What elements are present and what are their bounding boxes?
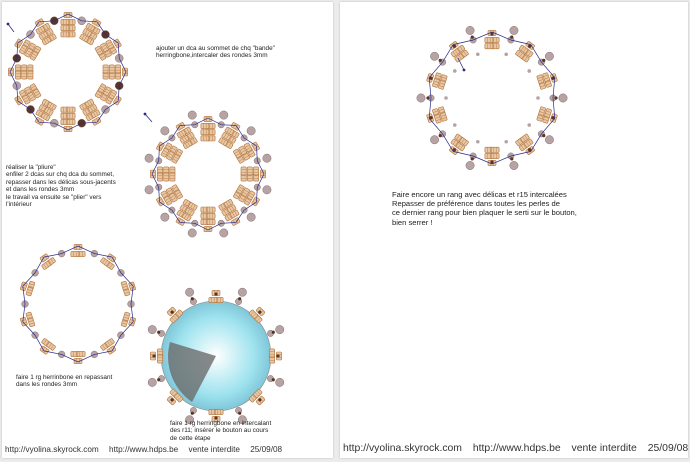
round-bead — [559, 94, 567, 102]
note-middle: réaliser la "pliure" enfiler 2 dcas sur chq dca du sommet, repasser dans les délicas sous-jacents et dans les rondes 3mm le travail va ensuite se "plier" vers l'intérieur — [6, 164, 116, 209]
r11-bead — [453, 148, 456, 151]
r11-bead — [214, 292, 217, 295]
delica-bead — [129, 317, 136, 326]
round-bead — [161, 127, 169, 135]
round-bead — [276, 325, 284, 333]
r11-bead — [157, 378, 160, 381]
delica-bead — [485, 44, 493, 49]
round-bead — [545, 136, 553, 144]
r11-bead — [152, 354, 155, 357]
delica-bead — [157, 173, 162, 181]
round-bead — [430, 136, 438, 144]
delica-bead — [67, 113, 75, 118]
delica-bead — [247, 167, 252, 175]
delica-bead — [121, 281, 128, 290]
r11-bead — [258, 398, 261, 401]
r11-bead — [191, 412, 194, 415]
r11-bead — [551, 77, 554, 80]
thread-path — [429, 32, 555, 164]
r11-bead — [439, 59, 442, 62]
r11-bead — [191, 297, 194, 300]
delica-bead — [485, 37, 493, 42]
diagram-step-5 — [417, 26, 567, 169]
r11-bead — [554, 96, 557, 99]
round-bead — [145, 154, 153, 162]
footer-notice: vente interdite — [188, 445, 240, 454]
delica-bead — [26, 287, 33, 296]
delica-bead — [491, 153, 499, 158]
r11-bead — [430, 77, 433, 80]
delica-bead — [15, 71, 20, 79]
round-bead — [466, 26, 474, 34]
r15-bead — [536, 96, 540, 100]
round-bead — [276, 378, 284, 386]
right-page — [340, 2, 688, 458]
arrow-head — [144, 113, 147, 116]
round-bead — [247, 127, 255, 135]
delica-bead — [150, 170, 155, 178]
r11-bead — [528, 45, 531, 48]
r11-bead — [426, 96, 429, 99]
r11-bead — [528, 148, 531, 151]
round-bead — [148, 325, 156, 333]
delica-bead — [123, 312, 130, 321]
delica-bead — [22, 71, 27, 79]
r11-bead — [238, 412, 241, 415]
round-bead — [161, 213, 169, 221]
round-bead — [220, 111, 228, 119]
delica-bead — [157, 355, 162, 363]
r11-bead — [453, 45, 456, 48]
delica-bead — [67, 107, 75, 112]
delica-bead — [207, 219, 215, 224]
delica-bead — [209, 297, 217, 302]
round-bead — [417, 94, 425, 102]
r11-bead — [542, 59, 545, 62]
r15-bead — [476, 52, 480, 56]
right-beading-diagram — [340, 2, 688, 458]
delica-bead — [253, 167, 258, 175]
round-bead — [510, 26, 518, 34]
round-bead — [148, 378, 156, 386]
arrow-line — [145, 114, 152, 122]
delica-bead — [204, 116, 212, 121]
round-bead — [466, 161, 474, 169]
r11-bead — [490, 160, 493, 163]
footer-notice: vente interdite — [571, 443, 637, 454]
r15-bead — [504, 52, 508, 56]
r11-bead — [157, 331, 160, 334]
footer-site-hdps[interactable]: http://www.hdps.be — [109, 445, 179, 454]
footer-left — [5, 445, 290, 454]
thread-path — [10, 14, 126, 130]
note-right: Faire encore un rang avec délicas et r15 intercalées Repasser de préférence dans toutes les perles de ce dernier rang pour bien plaquer le serti sur le bouton, bien serrer ! — [392, 190, 577, 227]
delica-bead — [28, 318, 35, 327]
diagram-step-1 — [7, 12, 128, 131]
diagram-step-2 — [144, 111, 272, 237]
arrow-line — [8, 24, 14, 32]
r11-bead — [471, 36, 474, 39]
delica-bead — [129, 282, 136, 291]
round-bead — [238, 288, 246, 296]
r15-bead — [444, 96, 448, 100]
delica-bead — [103, 65, 108, 73]
delica-bead — [201, 130, 209, 135]
left-page — [2, 2, 333, 458]
r11-bead — [430, 116, 433, 119]
note-bottom-left: faire 1 rg herrinbone en repassant dans les rondes 3mm — [16, 374, 113, 389]
delica-bead — [28, 71, 33, 79]
round-bead — [247, 213, 255, 221]
round-bead — [510, 161, 518, 169]
delica-bead — [109, 65, 114, 73]
delica-bead — [61, 19, 69, 24]
delica-bead — [215, 409, 223, 414]
r15-bead — [453, 123, 457, 127]
r11-bead — [272, 378, 275, 381]
delica-bead — [61, 26, 69, 31]
round-bead — [263, 186, 271, 194]
arrow-head — [7, 23, 10, 26]
r15-bead — [504, 140, 508, 144]
delica-bead — [491, 147, 499, 152]
delica-bead — [260, 170, 265, 178]
delica-bead — [71, 251, 79, 256]
delica-bead — [207, 207, 215, 212]
delica-bead — [201, 136, 209, 141]
r11-bead — [510, 157, 513, 160]
delica-bead — [61, 32, 69, 37]
footer-date: 25/09/08 — [647, 443, 688, 454]
r11-bead — [490, 32, 493, 35]
thread-path — [23, 246, 133, 362]
delica-bead — [67, 119, 75, 124]
r11-bead — [542, 134, 545, 137]
delica-bead — [269, 349, 274, 357]
note-bottom-right: faire 1 rg herringbone en intercalant des r11; insérer le bouton au cours de cette étape — [170, 420, 272, 442]
round-bead — [263, 154, 271, 162]
delica-bead — [170, 173, 175, 181]
footer-right — [343, 443, 688, 454]
round-bead — [545, 52, 553, 60]
r11-bead — [510, 36, 513, 39]
r11-bead — [171, 398, 174, 401]
delica-bead — [201, 123, 209, 128]
footer-site-skyrock[interactable]: http://vyolina.skyrock.com — [5, 445, 99, 454]
r15-bead — [527, 69, 531, 73]
arrow-head — [463, 69, 466, 72]
r11-bead — [272, 331, 275, 334]
r11-bead — [258, 311, 261, 314]
r11-bead — [551, 116, 554, 119]
delica-bead — [77, 351, 85, 356]
footer-site-skyrock[interactable]: http://vyolina.skyrock.com — [343, 443, 462, 454]
diagram-step-3 — [20, 244, 136, 363]
r11-bead — [439, 134, 442, 137]
delica-bead — [20, 317, 27, 326]
delica-bead — [164, 173, 169, 181]
r11-bead — [238, 297, 241, 300]
round-bead — [145, 186, 153, 194]
delica-bead — [115, 65, 120, 73]
delica-bead — [241, 167, 246, 175]
footer-date: 25/09/08 — [250, 445, 283, 454]
round-bead — [188, 111, 196, 119]
round-bead — [220, 229, 228, 237]
delica-bead — [20, 282, 27, 291]
r11-bead — [471, 157, 474, 160]
round-bead — [185, 288, 193, 296]
round-bead — [430, 52, 438, 60]
r15-bead — [527, 123, 531, 127]
r15-bead — [453, 69, 457, 73]
r11-bead — [276, 354, 279, 357]
note-top: ajouter un dca au sommet de chq "bande" herringbone,intercaler des rondes 3mm — [156, 45, 275, 60]
delica-bead — [204, 226, 212, 231]
footer-site-hdps[interactable]: http://www.hdps.be — [472, 443, 561, 454]
left-beading-diagrams — [2, 2, 333, 458]
r15-bead — [476, 140, 480, 144]
round-bead — [188, 229, 196, 237]
delica-bead — [207, 213, 215, 218]
r11-bead — [171, 311, 174, 314]
